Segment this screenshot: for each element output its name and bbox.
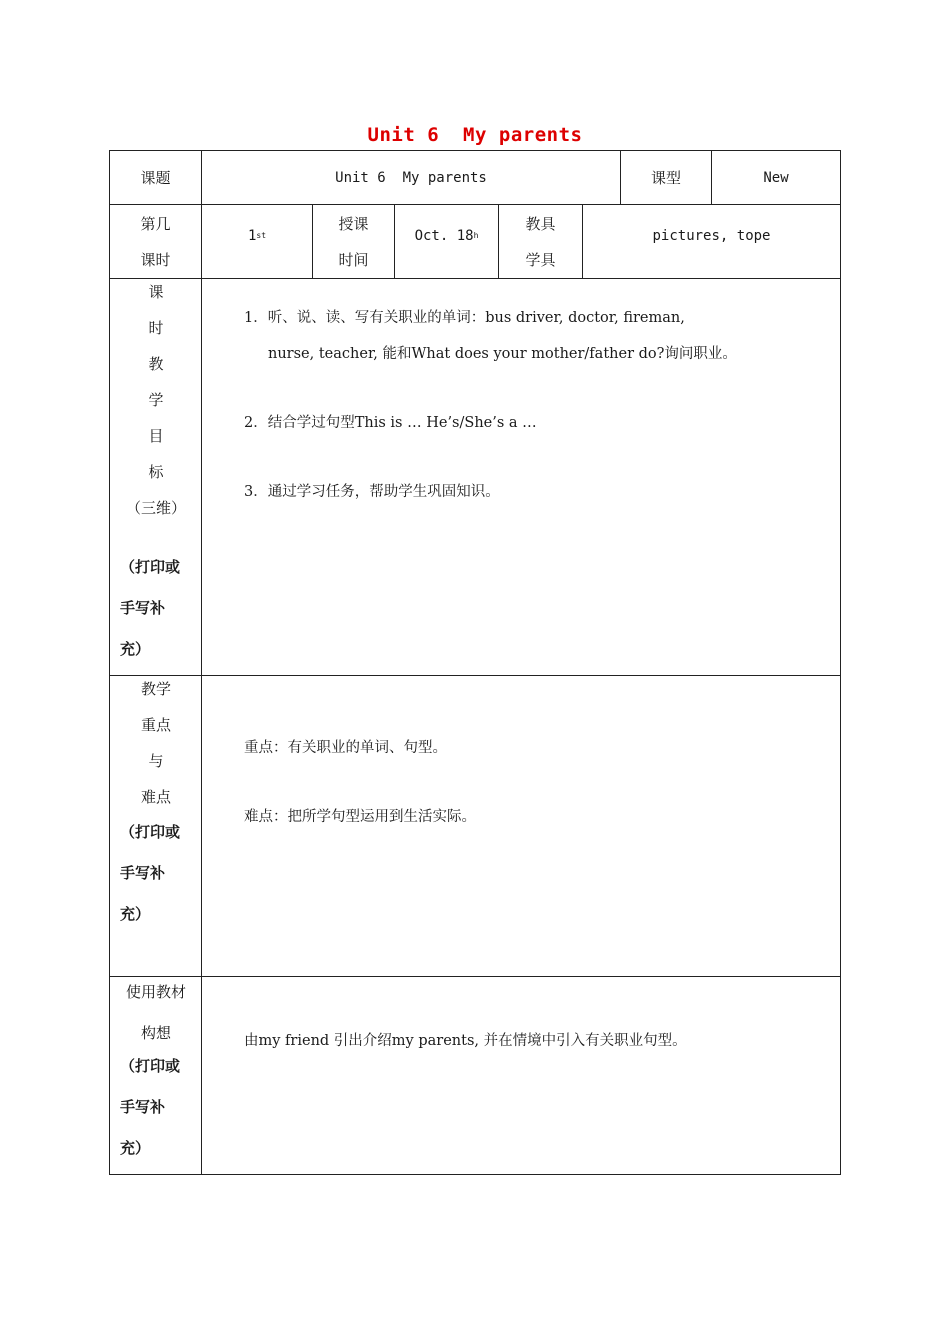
objective-item-3: 3．通过学习任务，帮助学生巩固知识。 [244,484,500,500]
table-border-right [840,150,841,1175]
note-line: 充） [120,640,151,658]
objective-item-2: 2．结合学过句型This is … He’s/She’s a … [244,415,537,431]
type-label: 课型 [650,168,681,187]
objectives-label-char: 教 [148,355,164,373]
note-line: （打印或 [120,558,181,576]
materials-note [110,1046,212,1169]
tools-label-line2: 学具 [525,250,556,269]
page-title: Unit 6 My parents [367,124,583,146]
tools-value: pictures, tope [652,228,771,244]
type-value: New [763,169,789,186]
objectives-label-char: 学 [148,391,164,409]
tools-label-line1: 教具 [525,214,556,233]
key-point-text: 重点：有关职业的单词、句型。 [244,740,447,756]
materials-label [110,972,202,1054]
table-divider-row3 [109,675,841,676]
period-label [110,205,201,278]
objective-item-1-line1: 1．听、说、读、写有关职业的单词：bus driver, doctor, fireman, [244,310,685,326]
objective-item-1-line2: nurse, teacher, 能和What does your mother/father do?询问职业。 [268,346,737,362]
note-line: （打印或 [120,1057,181,1075]
objectives-label-char: （三维） [125,499,186,517]
table-border-bottom [109,1174,841,1175]
note-line: 手写补 [120,1098,166,1116]
period-number: 1 [247,228,257,244]
topic-value: Unit 6 My parents [335,169,487,186]
materials-label-line: 使用教材 [125,983,186,1001]
period-suffix: st [256,231,267,240]
note-line: （打印或 [120,823,181,841]
difficult-point-text: 难点：把所学句型运用到生活实际。 [244,809,476,825]
objectives-label-char: 时 [148,319,164,337]
note-line: 充） [120,905,151,923]
objectives-note [110,547,212,670]
key-points-label-line: 难点 [140,788,171,806]
note-line: 手写补 [120,864,166,882]
time-label-line1: 授课 [338,214,369,233]
materials-text: 由my friend 引出介绍my parents, 并在情境中引入有关职业句型。 [244,1033,687,1049]
key-points-note [110,812,212,935]
note-line: 充） [120,1139,151,1157]
table-divider-row2 [109,278,841,279]
key-points-label-line: 与 [148,752,164,770]
topic-label: 课题 [140,168,171,187]
time-value [395,205,498,267]
table-divider-row4 [109,976,841,977]
period-label-line2: 课时 [140,250,171,269]
tools-label [499,205,582,278]
time-label [313,205,394,278]
period-value [202,205,312,267]
period-label-line1: 第几 [140,214,171,233]
time-label-line2: 时间 [338,250,369,269]
time-date: Oct. 18 [414,228,474,244]
key-points-label [110,671,202,815]
materials-label-line: 构想 [140,1024,171,1042]
note-line: 手写补 [120,599,166,617]
objectives-label-char: 标 [148,463,164,481]
objectives-label-char: 课 [148,283,164,301]
time-suffix: h [473,231,479,240]
objectives-label-char: 目 [148,427,164,445]
key-points-label-line: 教学 [140,680,171,698]
objectives-label [110,274,202,526]
key-points-label-line: 重点 [140,716,171,734]
